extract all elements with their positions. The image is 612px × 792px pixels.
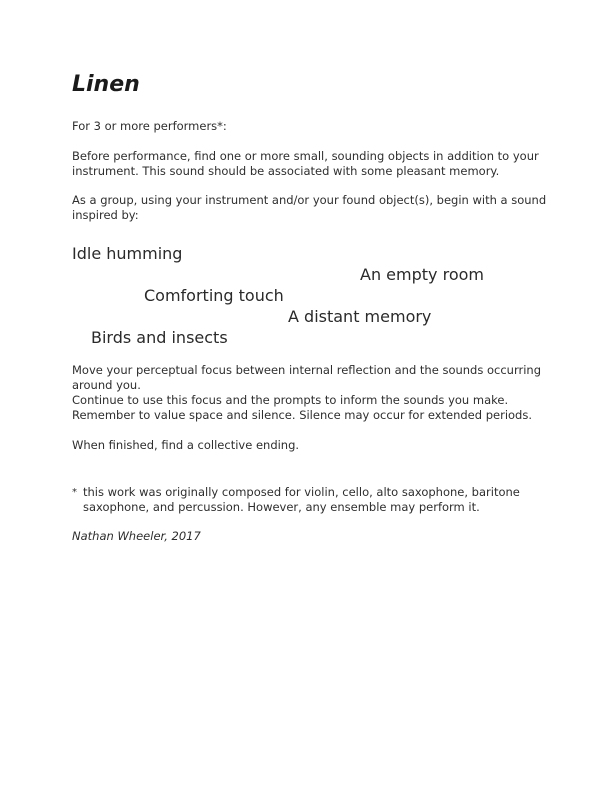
prompt-distant-memory: A distant memory (288, 307, 432, 326)
prompt-birds-insects: Birds and insects (91, 328, 228, 347)
focus-line: Move your perceptual focus between internal reflection and the sounds occurring (72, 363, 542, 377)
preparation-line: instrument. This sound should be associated with some pleasant memory. (72, 164, 500, 178)
focus-line: Remember to value space and silence. Silence may occur for extended periods. (72, 408, 532, 422)
preparation-line: Before performance, find one or more small, sounding objects in addition to your (72, 149, 539, 163)
piece-title: Linen (72, 72, 140, 97)
group-instruction-line: inspired by: (72, 208, 139, 222)
prompt-comforting-touch: Comforting touch (144, 286, 284, 305)
footnote-line: saxophone, and percussion. However, any ensemble may perform it. (83, 500, 480, 514)
focus-line: around you. (72, 378, 141, 392)
prompt-empty-room: An empty room (360, 265, 484, 284)
composer-signature: Nathan Wheeler, 2017 (72, 529, 201, 543)
footnote-marker: * (72, 487, 77, 498)
focus-instructions (72, 363, 544, 423)
footnote-text (83, 485, 543, 515)
footnote-line: this work was originally composed for violin, cello, alto saxophone, baritone (83, 485, 520, 499)
focus-line: Continue to use this focus and the prompts to inform the sounds you make. (72, 393, 509, 407)
performer-count: For 3 or more performers*: (72, 119, 227, 133)
preparation-instruction (72, 149, 544, 179)
ending-instruction: When finished, find a collective ending. (72, 438, 300, 452)
group-instruction-line: As a group, using your instrument and/or your found object(s), begin with a sound (72, 193, 547, 207)
group-instruction (72, 193, 547, 223)
prompt-idle-humming: Idle humming (72, 244, 183, 263)
